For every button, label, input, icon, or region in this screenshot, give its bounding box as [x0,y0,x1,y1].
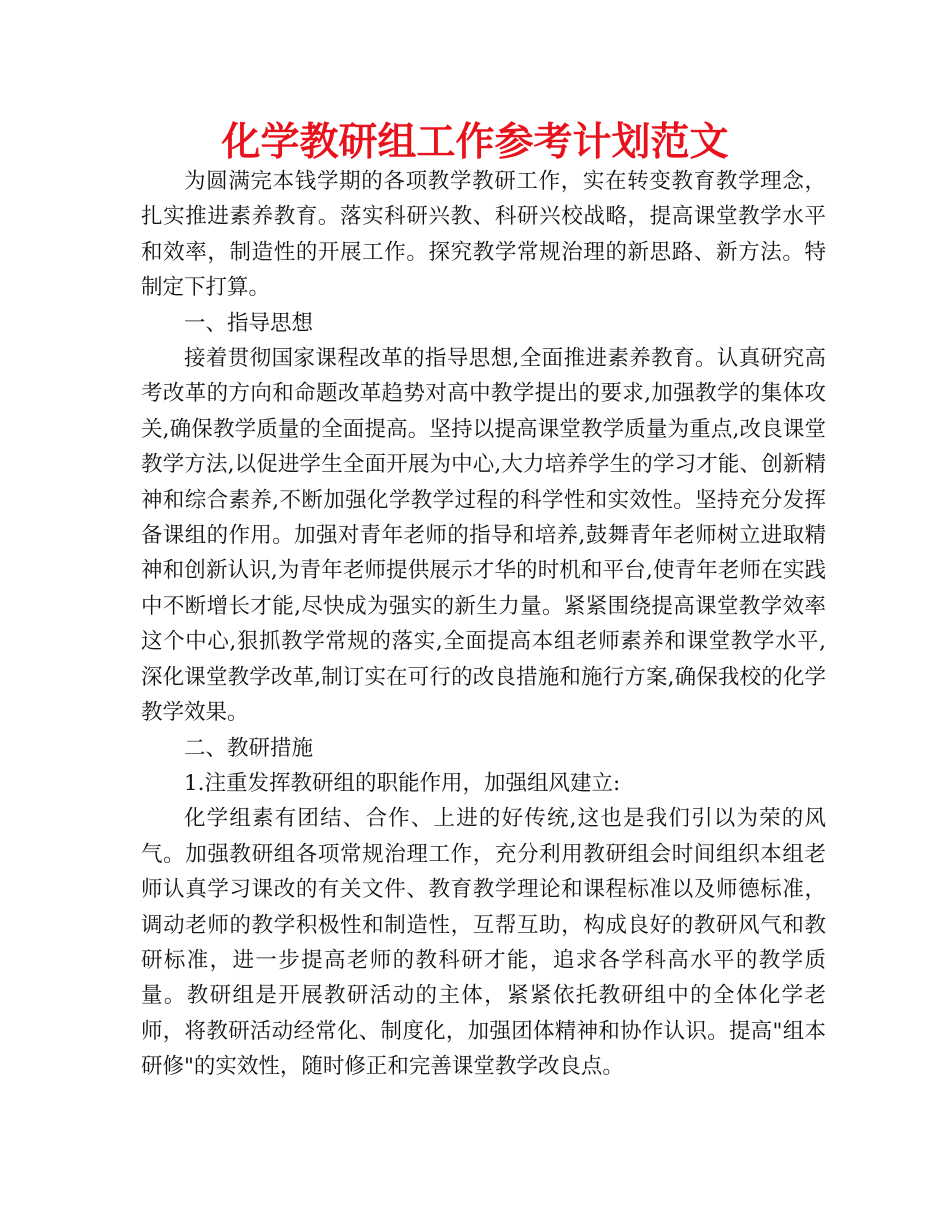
subsection-heading-1: 1.注重发挥教研组的职能作用，加强组风建立: [184,770,621,796]
research-measures-paragraph: 化学组素有团结、合作、上进的好传统,这也是我们引以为荣的风气。加强教研组各项常规治理工作，充分利用教研组会时间组织本组老师认真学习课改的有关文件、教育教学理论和课程标准以及师德标准，调动老师的教学积极性和制造性，互帮互助，构成良好的教研风气和教研标准，进一步提高老师的教科研才能，追求各学科高水平的教学质量。教研组是开展教研活动的主体，紧紧依托教研组中的全体化学老师，将教研活动经常化、制度化，加强团体精神和协作认识。提高"组本研修"的实效性，随时修正和完善课堂教学改良点。 [141,806,826,1080]
section-heading-research-measures: 二、教研措施 [184,735,314,761]
document-title: 化学教研组工作参考计划范文 [221,120,729,165]
section-heading-guiding-ideology: 一、指导思想 [184,310,314,336]
intro-paragraph: 为圆满完本钱学期的各项教学教研工作，实在转变教育教学理念，扎实推进素养教育。落实科研兴教、科研兴校战略，提高课堂教学水平和效率，制造性的开展工作。探究教学常规治理的新思路、新方法。特制定下打算。 [141,169,826,301]
guiding-ideology-paragraph: 接着贯彻国家课程改革的指导思想,全面推进素养教育。认真研究高考改革的方向和命题改革趋势对高中教学提出的要求,加强教学的集体攻关,确保教学质量的全面提高。坚持以提高课堂教学质量为重点,改良课堂教学方法,以促进学生全面开展为中心,大力培养学生的学习才能、创新精神和综合素养,不断加强化学教学过程的科学性和实效性。坚持充分发挥备课组的作用。加强对青年老师的指导和培养,鼓舞青年老师树立进取精神和创新认识,为青年老师提供展示才华的时机和平台,使青年老师在实践中不断增长才能,尽快成为强实的新生力量。紧紧围绕提高课堂教学效率这个中心,狠抓教学常规的落实,全面提高本组老师素养和课堂教学水平,深化课堂教学改革,制订实在可行的改良措施和施行方案,确保我校的化学教学效果。 [141,346,826,726]
document-body [141,164,826,1085]
